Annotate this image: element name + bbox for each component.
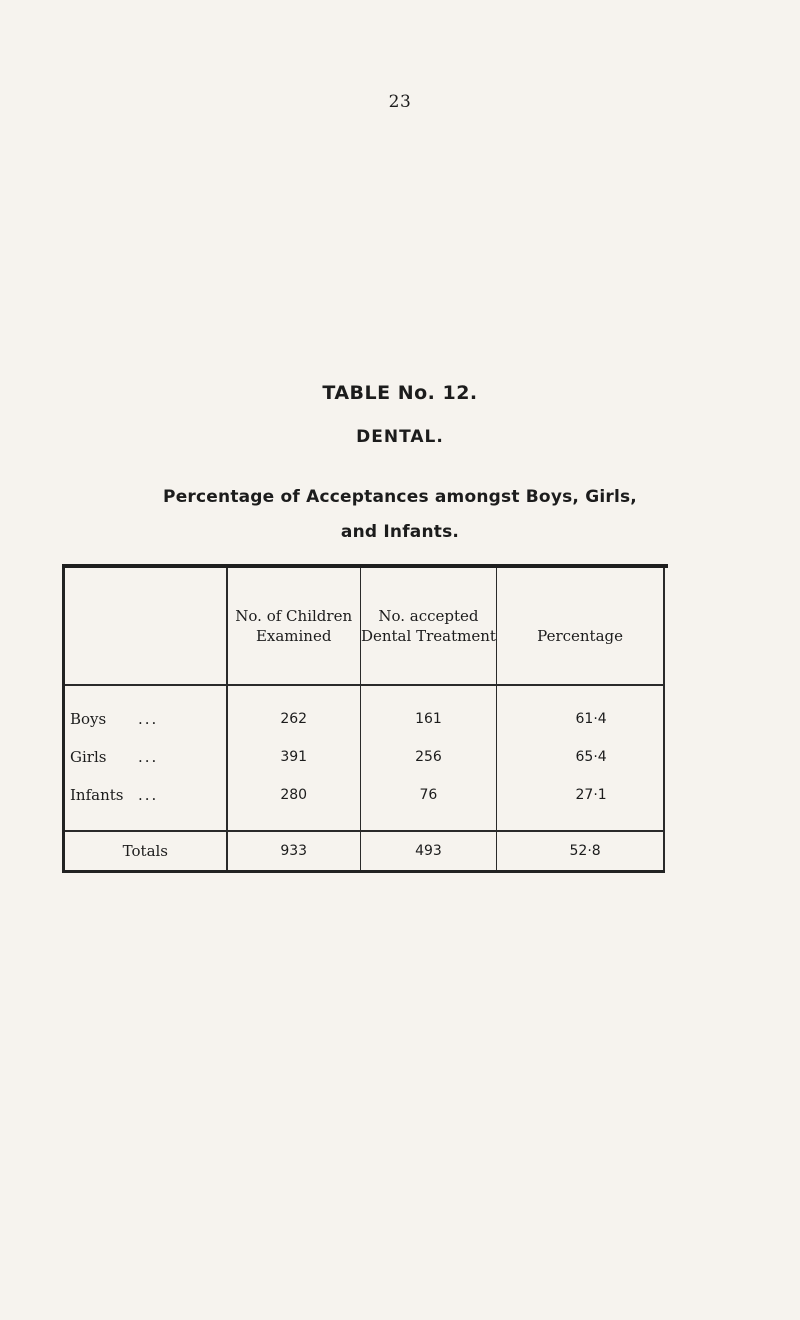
table-row: [64, 685, 665, 738]
row-label: Infants: [70, 786, 124, 804]
table-row: [64, 738, 665, 776]
header-children-examined-line-2: Examined: [255, 627, 332, 645]
subtitle-line-2: and Infants.: [340, 522, 460, 542]
table-title: TABLE No. 12.: [322, 382, 478, 404]
accepted-value: 256: [360, 738, 497, 776]
row-label-cell: [64, 685, 227, 738]
header-accepted-treatment-line-2: Dental Treatment: [360, 627, 496, 645]
table-row: [64, 776, 665, 831]
leader-dots: ...: [138, 710, 159, 728]
table-subtitle: [0, 480, 800, 550]
header-children-examined-line-1: No. of Children: [235, 607, 353, 625]
percentage-value: 65·4: [497, 738, 664, 776]
leader-dots: ...: [138, 786, 159, 804]
row-label: Boys: [70, 710, 107, 728]
section-title: DENTAL.: [356, 427, 444, 447]
header-blank-cell: [64, 568, 227, 685]
examined-value: 280: [227, 776, 360, 831]
totals-label: Totals: [64, 831, 227, 872]
dental-acceptance-table: [62, 568, 665, 873]
header-accepted-treatment: [360, 568, 497, 685]
percentage-value: 27·1: [497, 776, 664, 831]
totals-examined-value: 933: [227, 831, 360, 872]
totals-percentage-value: 52·8: [497, 831, 664, 872]
header-accepted-treatment-line-1: No. accepted: [378, 607, 479, 625]
table-header-row: [64, 568, 665, 685]
row-label-cell: [64, 738, 227, 776]
header-children-examined: [227, 568, 360, 685]
accepted-value: 161: [360, 685, 497, 738]
percentage-value: 61·4: [497, 685, 664, 738]
leader-dots: ...: [138, 748, 159, 766]
examined-value: 391: [227, 738, 360, 776]
page-number: 23: [388, 92, 412, 112]
accepted-value: 76: [360, 776, 497, 831]
row-label-cell: [64, 776, 227, 831]
row-label: Girls: [70, 748, 107, 766]
examined-value: 262: [227, 685, 360, 738]
header-percentage: Percentage: [497, 568, 664, 685]
subtitle-line-1: Percentage of Acceptances amongst Boys, Girls,: [163, 487, 637, 507]
totals-row: [64, 831, 665, 872]
totals-accepted-value: 493: [360, 831, 497, 872]
